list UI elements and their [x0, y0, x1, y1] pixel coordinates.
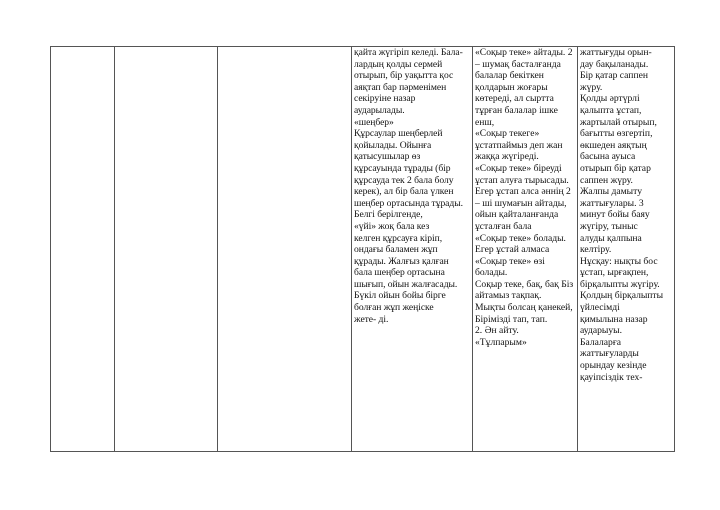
- lesson-plan-table: [50, 46, 675, 452]
- table-cell-2: [115, 47, 218, 452]
- table-cell-5: [473, 47, 578, 452]
- cell-text-5: «Соқыр теке» айтады. 2 – шумақ басталғанда балалар бекіткен қолдарын жоғары көтереді, ал сыртта тұрған балалар ішке енш, «Соқыр текеге» ұстатпаймыз деп жан жаққа жүгіреді. «Соқыр теке» біреуді ұстап алуға тырысады. Егер ұстап алса әннің 2 – ші шумағын айтады, ойын қайталанғанда ұсталған бала «Соқыр теке» болады. Егер ұстай алмаса «Соқыр теке» өзі болады. Соқыр теке, бақ, бақ Біз айтамыз тақпақ. Мықты болсаң қанекей, Бірімізді тап, тап. 2. Ән айту. «Тұлпарым»: [475, 47, 574, 348]
- cell-text-6: жаттығуды орын- дау бақыланады. Бір қатар саппен жүру. Қолды әртүрлі қалыпта ұстап, жартылай отырып, бағытты өзгертіп, өкшеден аяқтың басына ауыса отырып бір қатар саппен жүру. Жалпы дамыту жаттығулары. 3 минут бойы баяу жүгіру, тыныс алуды қалпына келтіру. Нұсқау: нықты бос ұстап, ырғақпен, бірқалыпты жүгіру. Қолдың бірқалыпты үйлесімді қимылына назар аударыуы. Балаларға жаттығуларды орындау кезінде қауіпсіздік тех-: [580, 47, 664, 383]
- table-row: [51, 47, 675, 452]
- table-cell-4: [352, 47, 473, 452]
- table-cell-1: [51, 47, 115, 452]
- table-cell-3: [218, 47, 352, 452]
- table-cell-6: [578, 47, 675, 452]
- cell-text-4: қайта жүгіріп келеді. Бала- лардың қолды сермей отырып, бір уақытта қос аяқтап бар пәрменімен секіруіне назар аударылады. «шеңбер» Құрсаулар шеңберлей қойылады. Ойынға қатысушылар өз құрсауында тұрады (бір құрсауда тек 2 бала болу керек), ал бір бала үлкен шеңбер ортасында тұрады. Белгі берілгенде, «үйі» жоқ бала кез келген құрсауға кіріп, ондағы баламен жұп құрады. Жалғыз қалған бала шеңбер ортасына шығып, ойын жалғасады. Бүкіл ойын бойы бірге болған жұп жеңіске жете- ді.: [354, 47, 463, 325]
